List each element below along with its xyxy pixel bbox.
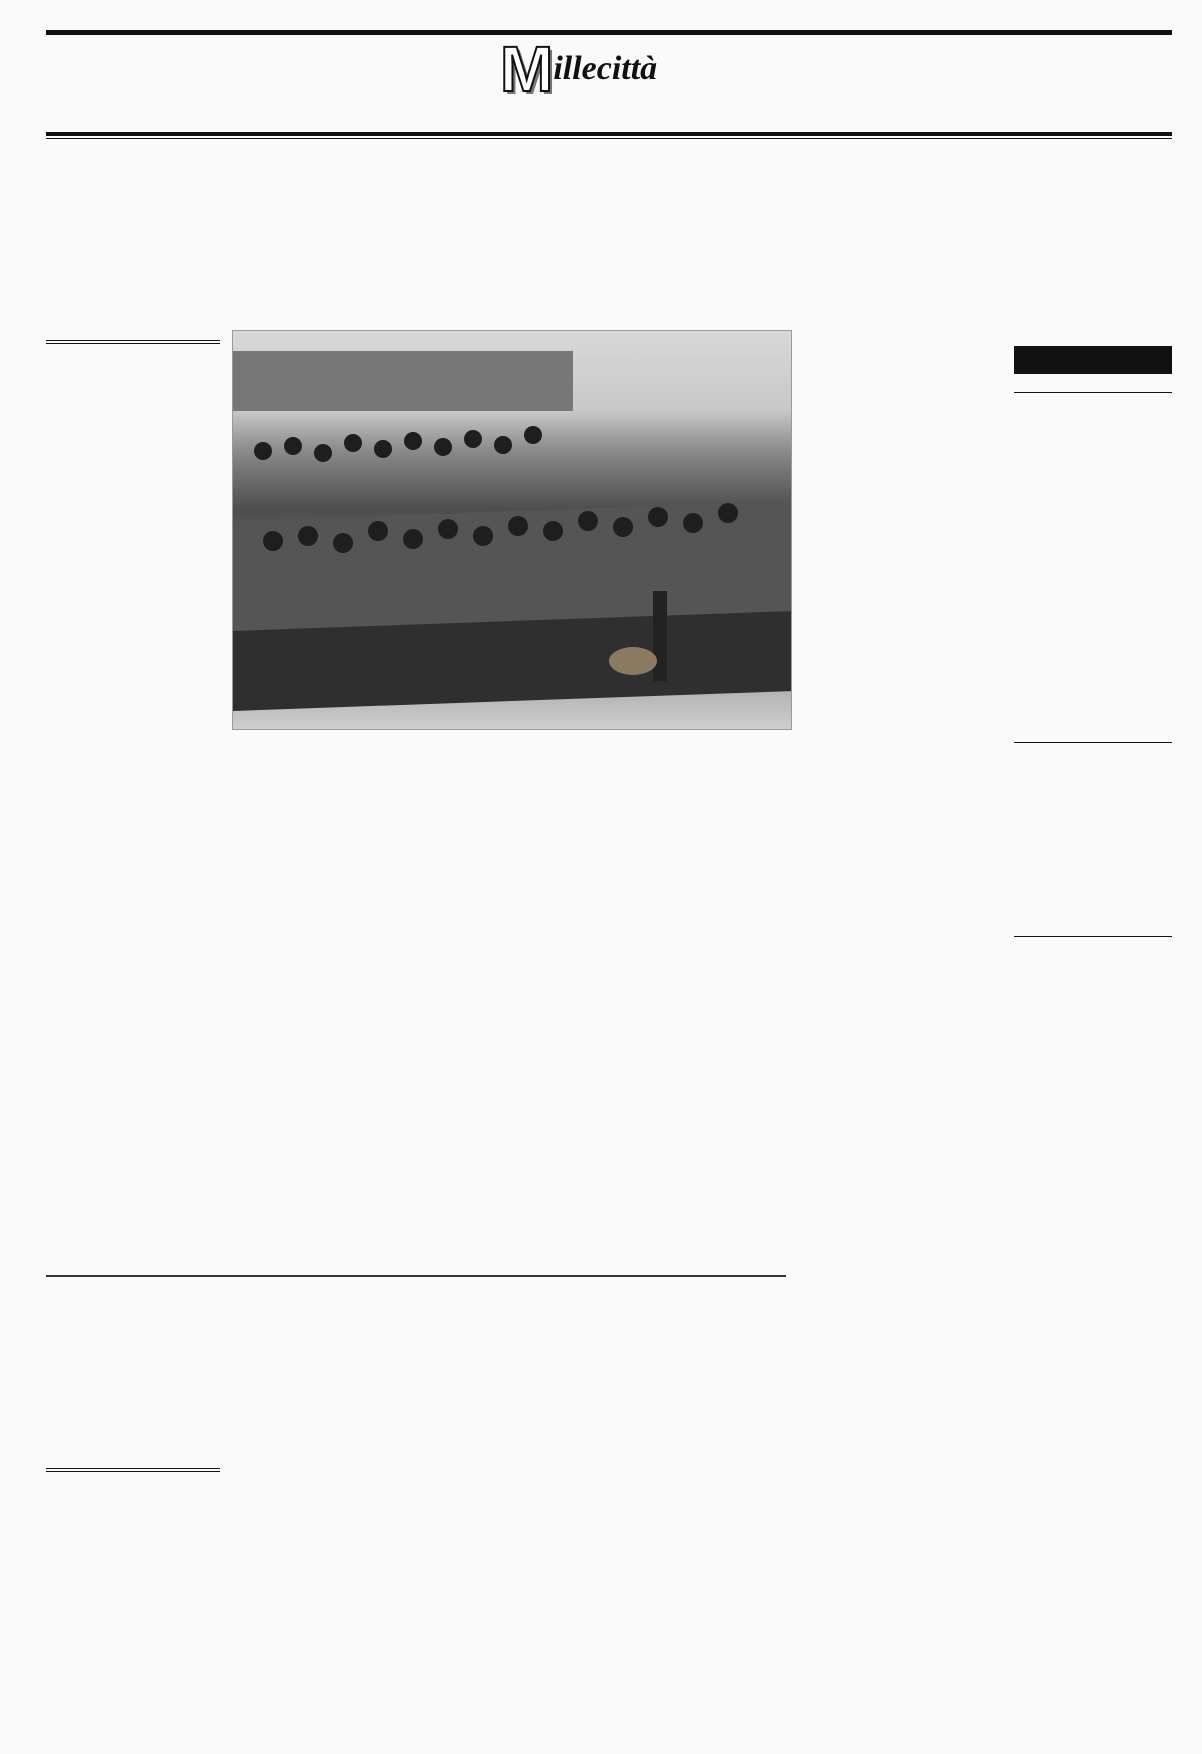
immigrants-ship-photo (232, 330, 792, 730)
article1-column-2 (232, 757, 366, 1260)
article3-column-1 (46, 1488, 220, 1754)
section-divider (46, 1275, 786, 1277)
section-title (500, 33, 658, 105)
in-breve-rule-1 (1014, 392, 1172, 393)
article1-byline (46, 340, 220, 344)
in-breve-logo (1014, 346, 1172, 374)
article1-column-3 (378, 757, 508, 1260)
in-breve-rule-3 (1014, 936, 1172, 937)
top-rule (46, 30, 1172, 35)
article1-column-4 (520, 757, 654, 1260)
article2-body (808, 462, 978, 1262)
masthead-rule (46, 132, 1172, 136)
masthead-thin-rule (46, 138, 1172, 139)
section-title-rest: illecittà (553, 50, 658, 87)
section-initial: M (500, 33, 554, 105)
ship-illustration (233, 331, 792, 730)
article1-column-1 (46, 360, 220, 1260)
article3-byline (46, 1468, 220, 1472)
in-breve-rule-2 (1014, 742, 1172, 743)
